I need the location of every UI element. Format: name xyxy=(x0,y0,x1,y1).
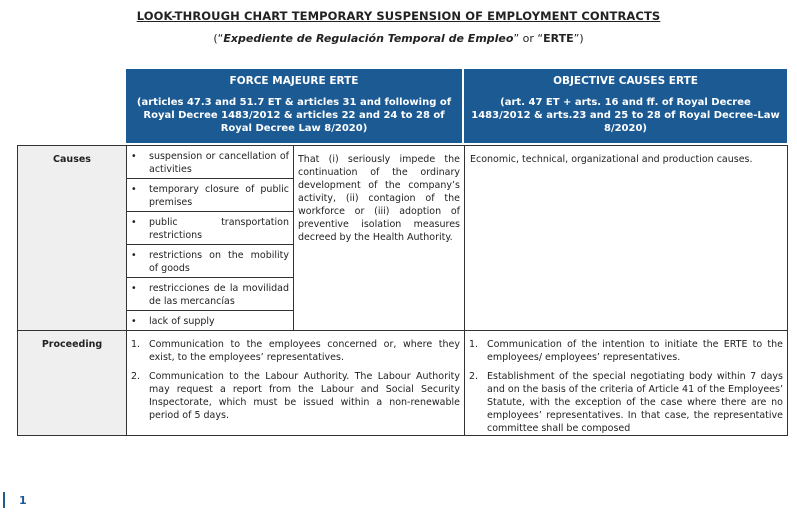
header-objective-causes-title: OBJECTIVE CAUSES ERTE xyxy=(553,75,698,87)
bullet-icon: • xyxy=(131,283,137,294)
bullet-icon: • xyxy=(131,250,137,261)
causes-force-majeure-text: That (i) seriously impede the continuation of the ordinary development of the company’s activity, (ii) contagion of the workforce or (iii) adoption of preventive isolation measures decreed by the Health Authority. xyxy=(294,146,465,331)
list-item-text: Communication to the Labour Authority. The Labour Authority may request a report from the Labour and Social Security Inspectorate, which must be issued within a non-renewable period of 5 days. xyxy=(149,371,460,421)
page-number-bar xyxy=(3,492,5,508)
bullet-icon: • xyxy=(131,316,137,327)
list-number: 2. xyxy=(131,371,141,382)
causes-label: Causes xyxy=(18,146,127,331)
causes-objective-text: Economic, technical, organizational and production causes. xyxy=(465,146,788,331)
list-item xyxy=(469,370,783,435)
list-item xyxy=(469,338,783,364)
subtitle-spanish-term: Expediente de Regulación Temporal de Empleo xyxy=(223,32,514,45)
header-force-majeure xyxy=(126,69,463,143)
list-item-text: Establishment of the special negotiating body within 7 days and on the basis of the criteria of Article 41 of the Employees’ Statute, with the exception of the case where there are no employees’ representatives. In that case, the representative committee shall be composed xyxy=(487,371,783,434)
cause-item-text: lack of supply xyxy=(149,316,215,327)
cause-item xyxy=(127,146,293,179)
cause-item-text: public transportation restrictions xyxy=(149,217,289,241)
header-objective-causes-legal-basis: (art. 47 ET + arts. 16 and ff. of Royal Decree 1483/2012 & arts.23 and 25 to 28 of Royal Decree-Law 8/2020) xyxy=(471,97,780,134)
header-objective-causes xyxy=(464,69,787,143)
bullet-icon: • xyxy=(131,184,137,195)
cause-item-text: temporary closure of public premises xyxy=(149,184,289,208)
header-force-majeure-legal-basis: (articles 47.3 and 51.7 ET & articles 31 and following of Royal Decree 1483/2012 & articles 22 and 24 to 28 of Royal Decree Law 8/2020) xyxy=(136,97,452,134)
document-subtitle xyxy=(0,32,797,45)
cause-item xyxy=(127,245,293,278)
bullet-icon: • xyxy=(131,151,137,162)
cause-item-text: suspension or cancellation of activities xyxy=(149,151,289,175)
subtitle-acronym: ERTE xyxy=(543,32,574,45)
cause-item xyxy=(127,179,293,212)
list-item xyxy=(131,370,460,422)
list-item-text: Communication to the employees concerned or, where they exist, to the employees’ representatives. xyxy=(149,339,460,363)
subtitle-suffix: ”) xyxy=(573,32,584,45)
bullet-icon: • xyxy=(131,217,137,228)
cause-item-text: restricciones de la movilidad de las mercancías xyxy=(149,283,289,307)
cause-item xyxy=(127,311,293,330)
comparison-table xyxy=(17,145,788,436)
cause-item-text: restrictions on the mobility of goods xyxy=(149,250,289,274)
header-force-majeure-title: FORCE MAJEURE ERTE xyxy=(229,75,359,87)
list-item-text: Communication of the intention to initiate the ERTE to the employees/ employees’ representatives. xyxy=(487,339,783,363)
proceeding-label: Proceeding xyxy=(18,331,127,436)
list-number: 1. xyxy=(469,339,479,350)
subtitle-mid: ” or “ xyxy=(513,32,544,45)
document-title: LOOK-THROUGH CHART TEMPORARY SUSPENSION OF EMPLOYMENT CONTRACTS xyxy=(136,9,661,23)
proceeding-force-majeure xyxy=(127,331,465,436)
proceeding-row xyxy=(18,331,788,436)
cause-item xyxy=(127,212,293,245)
cause-item xyxy=(127,278,293,311)
list-item xyxy=(131,338,460,364)
list-number: 1. xyxy=(131,339,141,350)
causes-list xyxy=(127,146,294,331)
causes-row xyxy=(18,146,788,331)
proceeding-objective xyxy=(465,331,788,436)
list-number: 2. xyxy=(469,371,479,382)
subtitle-prefix: (“ xyxy=(213,32,224,45)
page-number: 1 xyxy=(19,494,27,507)
